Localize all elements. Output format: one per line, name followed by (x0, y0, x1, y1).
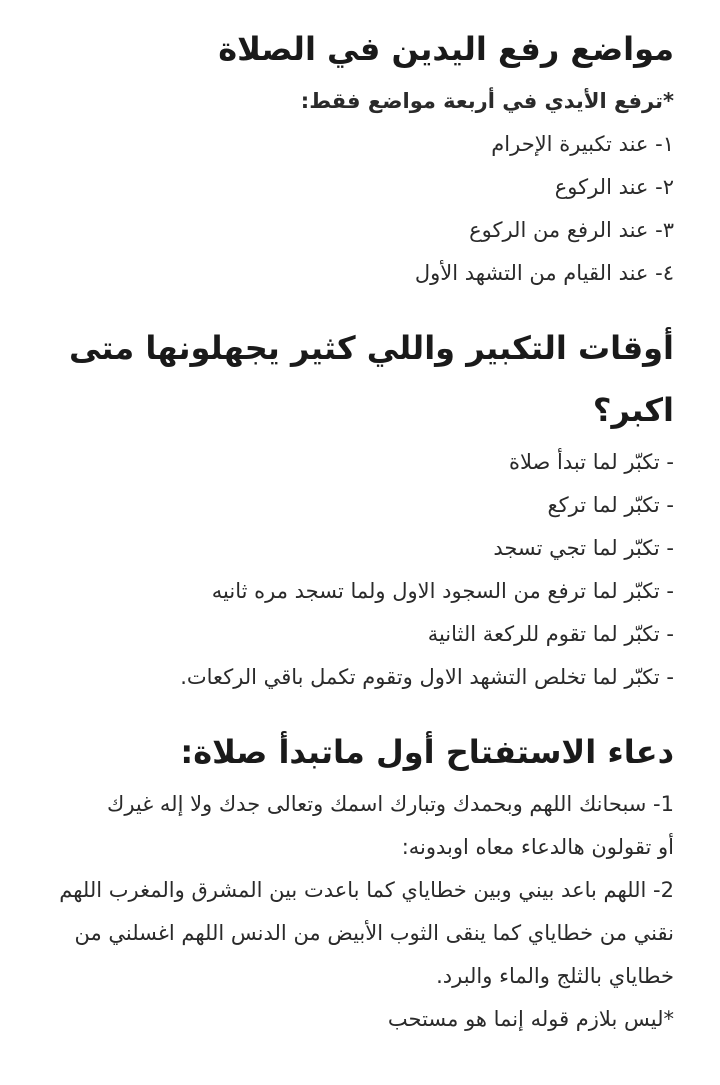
list-item: ١- عند تكبيرة الإحرام (491, 132, 674, 156)
list-item: - تكبّر لما تجي تسجد (493, 536, 674, 560)
alternative-note: أو تقولون هالدعاء معاه اوبدونه: (401, 835, 674, 859)
section-title-raising-hands: مواضع رفع اليدين في الصلاة (218, 30, 674, 68)
dua-paragraph-1: 1- سبحانك اللهم وبحمدك وتبارك اسمك وتعالى جدك ولا إله غيرك (107, 792, 674, 816)
list-item: ٤- عند القيام من التشهد الأول (414, 261, 674, 285)
list-item: - تكبّر لما ترفع من السجود الاول ولما تسجد مره ثانيه (211, 579, 674, 603)
list-item: - تكبّر لما تقوم للركعة الثانية (427, 622, 674, 646)
section-gap (40, 295, 674, 317)
list-item: - تكبّر لما تخلص التشهد الاول وتقوم تكمل باقي الركعات. (180, 665, 674, 689)
footnote: *ليس بلازم قوله إنما هو مستحب (387, 1007, 674, 1031)
dua-paragraph-2: 2- اللهم باعد بيني وبين خطاياي كما باعدت بين المشرق والمغرب اللهم نقني من خطاياي كما ينقى الثوب الأبيض من الدنس اللهم اغسلني من خطاياي بالثلج والماء والبرد. (59, 878, 674, 988)
section-gap (40, 699, 674, 721)
section-title-opening-dua: دعاء الاستفتاح أول ماتبدأ صلاة: (180, 733, 674, 771)
list-item: ٢- عند الركوع (554, 175, 674, 199)
list-item: - تكبّر لما تركع (547, 493, 674, 517)
list-item: - تكبّر لما تبدأ صلاة (509, 450, 674, 474)
section-intro: *ترفع الأيدي في أربعة مواضع فقط: (300, 89, 674, 113)
list-item: ٣- عند الرفع من الركوع (469, 218, 674, 242)
section-title-takbir-times: أوقات التكبير واللي كثير يجهلونها متى اكبر؟ (68, 329, 674, 429)
